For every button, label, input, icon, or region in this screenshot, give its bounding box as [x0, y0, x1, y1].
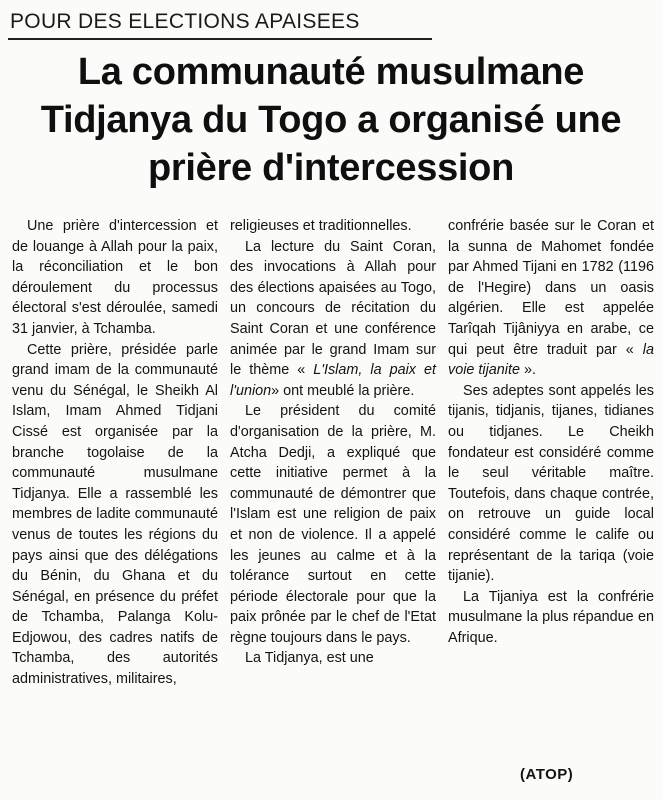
paragraph-text: » ont meublé la prière.	[271, 382, 415, 399]
theme-title: L'Islam, la paix et l'union	[230, 362, 436, 399]
paragraph-continued: religieuses et traditionnelles.	[230, 218, 412, 234]
article-column-3	[448, 216, 654, 648]
paragraph-text: La lecture du Saint Coran, des invocations à Allah pour des élections apaisées au Togo, un concours de récitation du Saint Coran et une conférence animée par le grand Imam sur le thème «	[230, 238, 436, 379]
article-column-2	[230, 216, 436, 669]
paragraph: La Tidjanya, est une	[245, 650, 374, 667]
paragraph-text: ».	[520, 362, 536, 379]
paragraph-text: confrérie basée sur le Coran et la sunna de Mahomet fondée par Ahmed Tijani en 1782 (1196 de l'Hegire) dans un oasis algérien. Elle est appelée Tarîqah Tijâniyya en arabe, ce qui peut être traduit par «	[448, 218, 654, 358]
paragraph: Cette prière, présidée parle grand imam de la communauté venu du Sénégal, le Sheikh Al Islam, Imam Ahmed Tidjani Cissé est organisée par la branche togolaise de la communauté musulmane Tidjanya. Elle a rassemblé les membres de ladite communauté venus de toutes les régions du pays ainsi que des délégations du Bénin, du Ghana et du Sénégal, en présence du préfet de Tchamba, Palanga Kolu-Edjowou, des cadres natifs de Tchamba, des autorités administratives, militaires,	[12, 341, 218, 688]
article-kicker: POUR DES ELECTIONS APAISEES	[10, 10, 360, 33]
paragraph: La Tijaniya est la confrérie musulmane la plus répandue en Afrique.	[448, 588, 654, 646]
paragraph: Ses adeptes sont appelés les tijanis, tidjanis, tijanes, tidianes ou tidjanes. Le Cheikh fondateur est considéré comme le seul véritable maître. Toutefois, dans chaque contrée, on retrouve un guide local considéré comme le calife ou représentant de la tariqa (voie tijanie).	[448, 382, 654, 585]
translation-phrase: la voie tijanite	[448, 341, 654, 379]
paragraph: Le président du comité d'organisation de la prière, M. Atcha Dedji, a expliqué que cette initiative permet à la communauté de démontrer que l'Islam est une religion de paix et non de violence. Il a appelé les jeunes au calme et à la tolérance surtout en cette période électorale pour que la paix prônée par le chef de l'Etat règne toujours dans le pays.	[230, 403, 436, 646]
kicker-underline	[8, 38, 432, 40]
paragraph: Une prière d'intercession et de louange à Allah pour la paix, la réconciliation et le bon déroulement du processus électoral s'est déroulée, samedi 31 janvier, à Tchamba.	[12, 218, 218, 337]
article-headline: La communauté musulmane Tidjanya du Togo a organisé une prière d'intercession	[40, 51, 622, 189]
article-column-1	[12, 216, 218, 690]
paragraph-continued	[448, 216, 654, 381]
paragraph	[230, 237, 436, 402]
article-credit: (ATOP)	[520, 766, 574, 783]
